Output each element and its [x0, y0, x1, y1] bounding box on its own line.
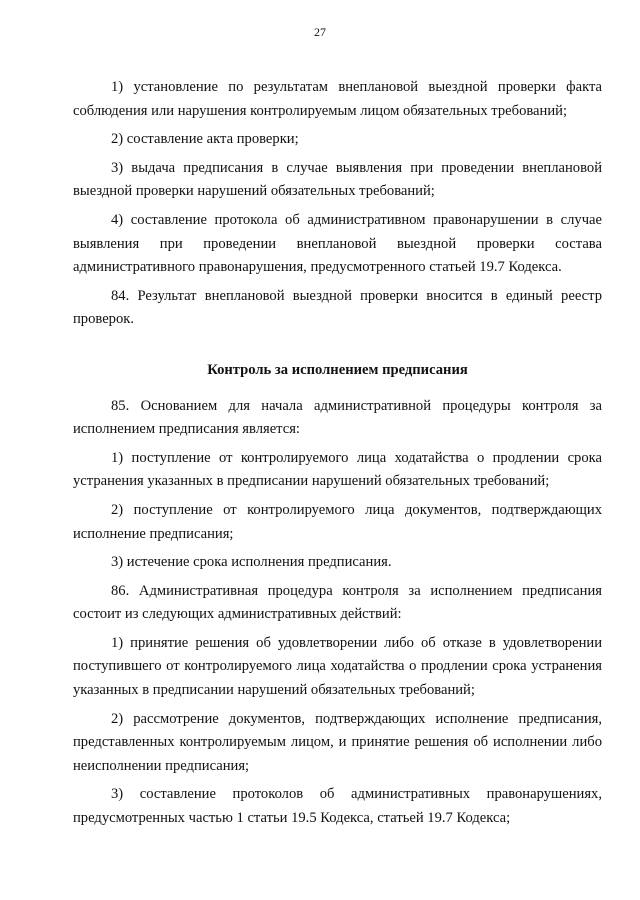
paragraph-85-item-1: 1) поступление от контролируемого лица ходатайства о продлении срока устранения указанных в предписании нарушений обязательных требований;: [73, 449, 602, 490]
paragraph-86-item-2: 2) рассмотрение документов, подтверждающих исполнение предписания, представленных контролируемым лицом, и принятие решения об исполнении либо неисполнении предписания;: [73, 710, 602, 774]
document-body: [73, 76, 602, 836]
paragraph-85-item-3: 3) истечение срока исполнения предписания.: [111, 554, 392, 571]
paragraph-85-item-2: 2) поступление от контролируемого лица документов, подтверждающих исполнение предписания;: [73, 501, 602, 542]
paragraph-item-3: 3) выдача предписания в случае выявления при проведении внеплановой выездной проверки нарушений обязательных требований;: [73, 159, 602, 200]
paragraph-86-item-3: 3) составление протоколов об административных правонарушениях, предусмотренных частью 1 статьи 19.5 Кодекса, статьей 19.7 Кодекса;: [73, 786, 602, 827]
paragraph-item-2: 2) составление акта проверки;: [111, 131, 299, 148]
section-heading: Контроль за исполнением предписания: [207, 361, 468, 378]
paragraph-85: 85. Основанием для начала административной процедуры контроля за исполнением предписания является:: [73, 397, 602, 438]
paragraph-86-item-1: 1) принятие решения об удовлетворении либо об отказе в удовлетворении поступившего от контролируемого лица ходатайства о продлении срока устранения указанных в предписании нарушений обязательных требований;: [73, 634, 602, 699]
paragraph-84: 84. Результат внеплановой выездной проверки вносится в единый реестр проверок.: [73, 287, 602, 328]
paragraph-item-1: 1) установление по результатам внеплановой выездной проверки факта соблюдения или нарушения контролируемым лицом обязательных требований;: [73, 79, 602, 119]
paragraph-item-4: 4) составление протокола об административном правонарушении в случае выявления при проведении внеплановой выездной проверки состава административного правонарушения, предусмотренного статьей 19.7 Кодекса.: [73, 211, 602, 276]
paragraph-86: 86. Административная процедура контроля за исполнением предписания состоит из следующих административных действий:: [73, 582, 602, 623]
page-number: 27: [314, 25, 326, 39]
